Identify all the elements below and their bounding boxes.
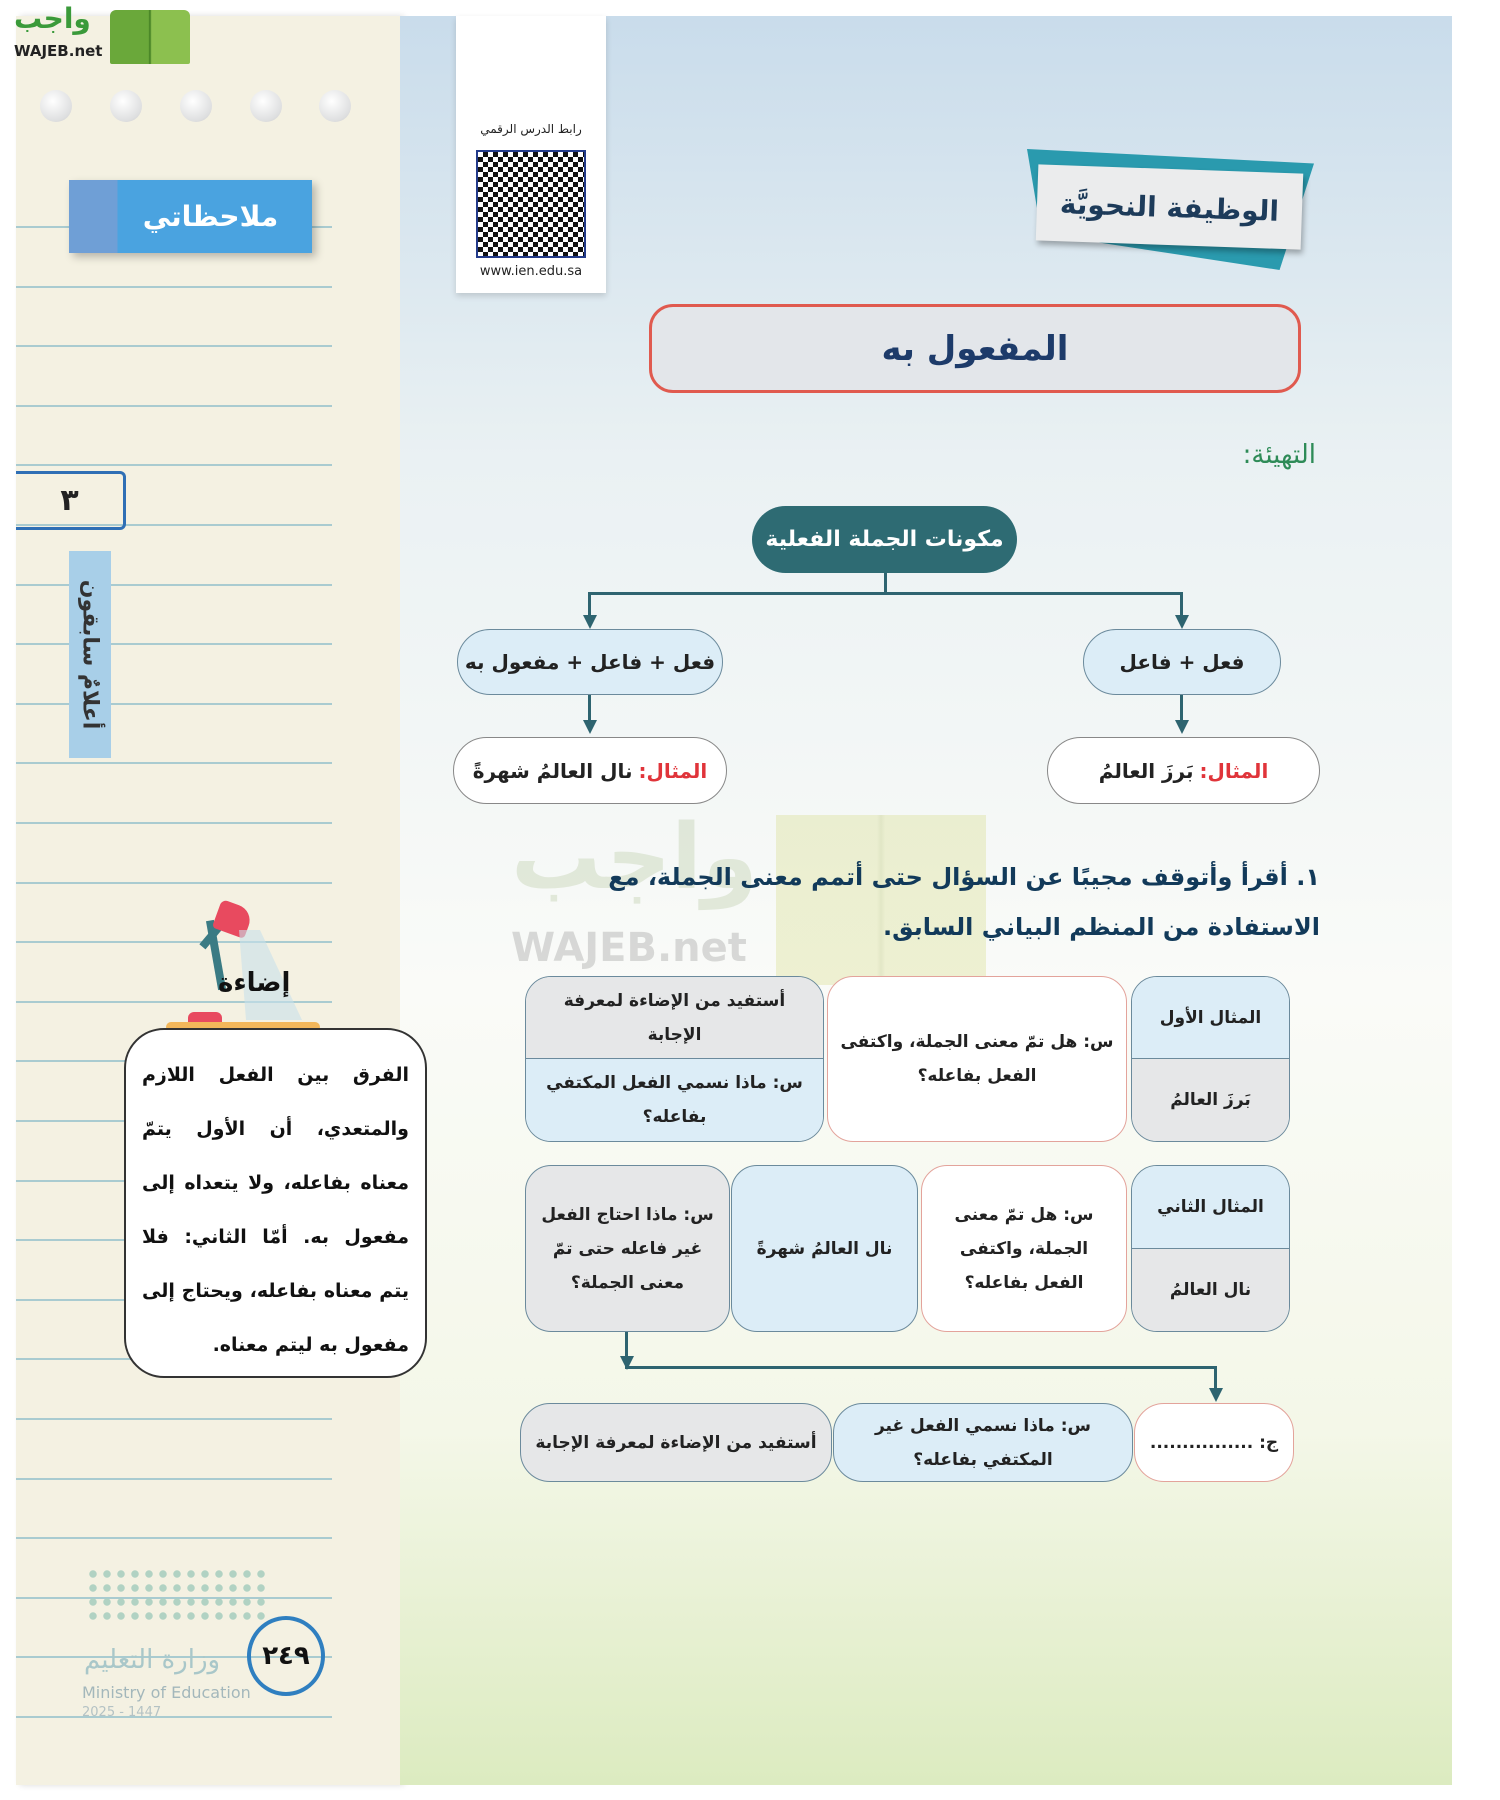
dots-emblem-icon <box>86 1567 266 1623</box>
row1-label-card: المثال الأول بَرزَ العالمُ <box>1131 976 1290 1142</box>
diagram-root: مكونات الجملة الفعلية <box>752 506 1017 573</box>
ministry-logo: وزارة التعليم Ministry of Education 2025 - 1447 <box>80 1561 270 1721</box>
unit-title-ribbon: أعلامٌ سابقون <box>69 551 111 758</box>
diagram-transitive-node: فعل + فاعل + مفعول به <box>457 629 723 695</box>
notebook-rule <box>16 1478 332 1480</box>
lesson-title: المفعول به <box>649 304 1301 393</box>
example-transitive: المثال: نال العالمُ شهرةً <box>453 737 727 804</box>
binder-hole <box>110 90 142 122</box>
notebook-rule <box>16 286 332 288</box>
notebook-rule <box>16 762 332 764</box>
example-intransitive: المثال: بَرزَ العالمُ <box>1047 737 1320 804</box>
unit-tab: ٣ <box>16 471 126 530</box>
binder-hole <box>250 90 282 122</box>
binder-hole <box>319 90 351 122</box>
notebook-rule <box>16 882 332 884</box>
exercise-question: ١. أقرأ وأتوقف مجيبًا عن السؤال حتى أتمم معنى الجملة، مع الاستفادة من المنظم البياني السابق. <box>608 863 1320 941</box>
notebook-rule <box>16 584 332 586</box>
book-icon <box>110 10 190 64</box>
row2-label-card: المثال الثاني نال العالمُ <box>1131 1165 1290 1332</box>
diagram-intransitive-node: فعل + فاعل <box>1083 629 1281 695</box>
qr-code[interactable] <box>476 150 586 258</box>
binder-hole <box>40 90 72 122</box>
row3-question: س: ماذا نسمي الفعل غير المكتفي بفاعله؟ <box>833 1403 1133 1482</box>
logo: واجب WAJEB.net <box>10 4 190 64</box>
row1-question: س: هل تمّ معنى الجملة، واكتفى الفعل بفاعله؟ <box>827 976 1127 1142</box>
notebook-rule <box>16 345 332 347</box>
row1-hint-card: أستفيد من الإضاءة لمعرفة الإجابة س: ماذا نسمي الفعل المكتفي بفاعله؟ <box>525 976 824 1142</box>
page-number: ٢٤٩ <box>247 1616 325 1696</box>
notes-banner: ملاحظاتي <box>69 180 312 253</box>
notebook-rule <box>16 822 332 824</box>
notebook-rule <box>16 464 332 466</box>
notebook-rule <box>16 703 332 705</box>
notebook-rule <box>16 1537 332 1539</box>
idaa-box: الفرق بين الفعل اللازم والمتعدي، أن الأول يتمّ معناه بفاعله، ولا يتعداه إلى مفعول به. أمّا الثاني: فلا يتم معناه بفاعله، ويحتاج إلى مفعول به ليتم معناه. <box>124 1028 427 1378</box>
row3-hint: أستفيد من الإضاءة لمعرفة الإجابة <box>520 1403 832 1482</box>
row2-question: س: هل تمّ معنى الجملة، واكتفى الفعل بفاعله؟ <box>921 1165 1127 1332</box>
row2-question-2: س: ماذا احتاج الفعل غير فاعله حتى تمّ معنى الجملة؟ <box>525 1165 730 1332</box>
notebook-rule <box>16 643 332 645</box>
binder-hole <box>180 90 212 122</box>
warmup-label: التهيئة: <box>1242 440 1316 470</box>
notebook-rule <box>16 405 332 407</box>
row2-full-sentence: نال العالمُ شهرةً <box>731 1165 918 1332</box>
lamp-icon <box>172 900 322 1030</box>
idaa-title: إضاءة <box>218 968 291 998</box>
watermark: واجب WAJEB.net <box>511 815 1001 985</box>
notebook-rule <box>16 1418 332 1420</box>
answer-field[interactable]: ج: ................ <box>1134 1403 1294 1482</box>
section-ribbon: الوظيفة النحويَّة <box>1027 149 1314 270</box>
qr-card: رابط الدرس الرقمي www.ien.edu.sa <box>456 16 606 293</box>
